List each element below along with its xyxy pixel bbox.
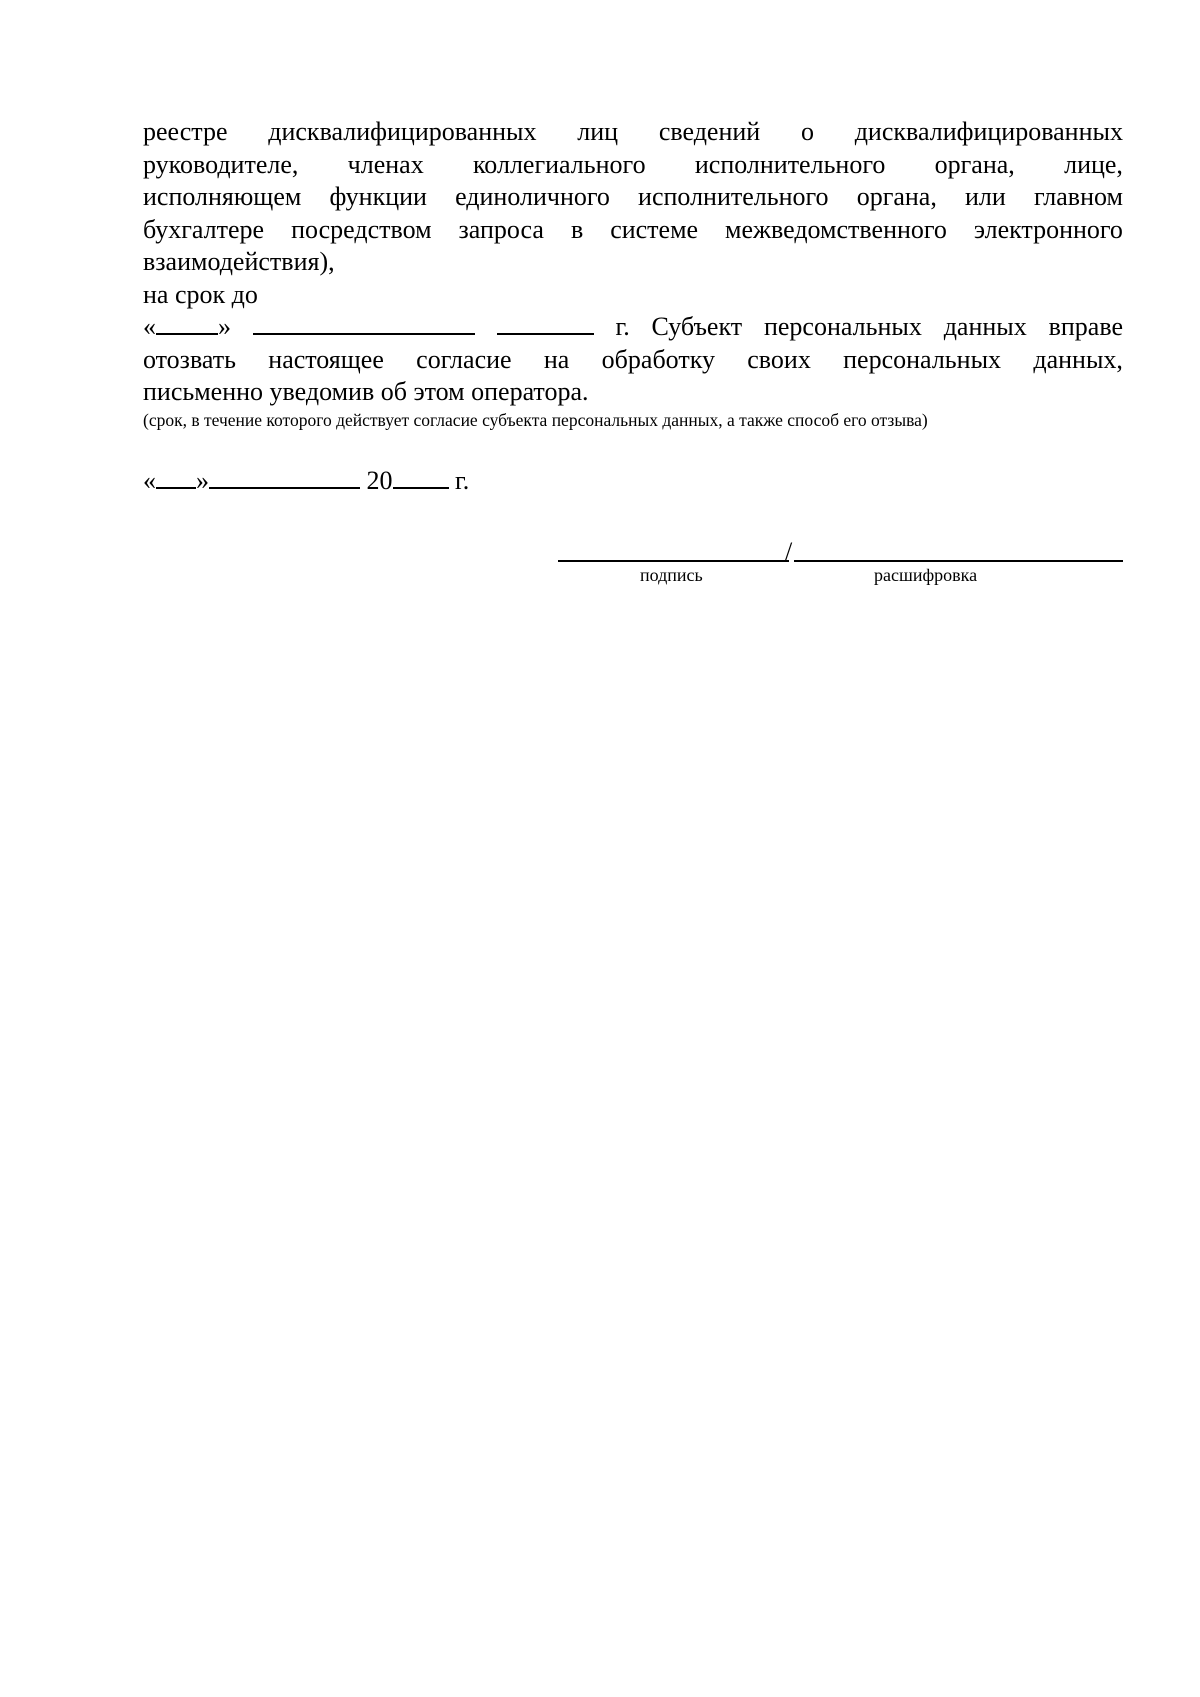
word: главном bbox=[1033, 182, 1123, 211]
transcript-line[interactable] bbox=[794, 560, 1123, 562]
date-month-blank[interactable] bbox=[209, 465, 360, 489]
paragraph-line bbox=[143, 116, 1123, 149]
word: реестре bbox=[143, 117, 228, 146]
word: лиц bbox=[577, 117, 619, 146]
date-day-blank[interactable] bbox=[156, 465, 196, 489]
word: членах bbox=[347, 149, 424, 179]
open-quote: « bbox=[143, 312, 156, 341]
paragraph-line bbox=[143, 181, 1123, 214]
close-quote: » bbox=[218, 312, 231, 341]
word: межведомственного bbox=[725, 214, 947, 244]
word: настоящее bbox=[268, 344, 384, 374]
revocation-line bbox=[143, 344, 1123, 377]
revocation-line-end: письменно уведомив об этом оператора. bbox=[143, 377, 589, 406]
transcript-caption: расшифровка bbox=[874, 565, 978, 585]
word: данных bbox=[943, 312, 1027, 341]
date-open-quote: « bbox=[143, 466, 156, 495]
year-blank[interactable] bbox=[497, 311, 594, 335]
date-close-quote: » bbox=[196, 466, 209, 495]
date-century: 20 bbox=[366, 466, 393, 495]
signature-caption: подпись bbox=[640, 565, 703, 585]
word: коллегиального bbox=[473, 149, 646, 179]
word: исполнительного bbox=[694, 149, 886, 179]
word: посредством bbox=[291, 214, 432, 244]
word: бухгалтере bbox=[143, 214, 265, 244]
word: своих bbox=[747, 344, 811, 374]
date-year-blank[interactable] bbox=[393, 465, 449, 489]
term-intro: на срок до bbox=[143, 279, 258, 309]
term-date-line bbox=[143, 311, 1123, 344]
word: обработку bbox=[601, 344, 715, 374]
word: руководителе, bbox=[143, 149, 299, 179]
word: органа, bbox=[934, 149, 1015, 179]
word: дисквалифицированных bbox=[854, 117, 1123, 146]
word: вправе bbox=[1048, 312, 1123, 341]
signature-line[interactable] bbox=[558, 560, 789, 562]
word: данных, bbox=[1033, 344, 1123, 374]
month-blank[interactable] bbox=[253, 311, 475, 335]
word: взаимодействия), bbox=[143, 247, 335, 276]
word: Субъект bbox=[651, 312, 743, 341]
document-body bbox=[143, 116, 1123, 431]
word: запроса bbox=[458, 214, 544, 244]
consent-paragraph bbox=[143, 116, 1123, 279]
paragraph-line bbox=[143, 149, 1123, 182]
signature-slash: / bbox=[785, 537, 793, 566]
word: г. bbox=[615, 312, 630, 341]
paragraph-line bbox=[143, 246, 1123, 279]
word: на bbox=[543, 344, 570, 374]
word: системе bbox=[610, 214, 699, 244]
word: электронного bbox=[973, 214, 1123, 244]
word: дисквалифицированных bbox=[268, 117, 537, 146]
word: о bbox=[800, 117, 814, 146]
word: персональных bbox=[843, 344, 1002, 374]
term-note: (срок, в течение которого действует согласие субъекта персональных данных, а также способ его отзыва) bbox=[143, 409, 928, 430]
day-blank[interactable] bbox=[156, 311, 218, 335]
word: лице, bbox=[1064, 149, 1123, 179]
word: функции bbox=[329, 182, 427, 211]
word: согласие bbox=[416, 344, 512, 374]
signing-date bbox=[143, 465, 469, 498]
signature-block bbox=[558, 530, 1123, 585]
word: единоличного bbox=[455, 182, 610, 211]
word: отозвать bbox=[143, 344, 236, 374]
word: исполнительного bbox=[638, 182, 829, 211]
word: органа, bbox=[856, 182, 937, 211]
word: персональных bbox=[763, 312, 922, 341]
date-year-suffix: г. bbox=[455, 466, 470, 495]
word: сведений bbox=[658, 117, 761, 146]
word: исполняющем bbox=[143, 182, 302, 211]
paragraph-line bbox=[143, 214, 1123, 247]
word: в bbox=[570, 214, 584, 244]
term-date-fields bbox=[143, 311, 231, 344]
word: или bbox=[965, 182, 1006, 211]
